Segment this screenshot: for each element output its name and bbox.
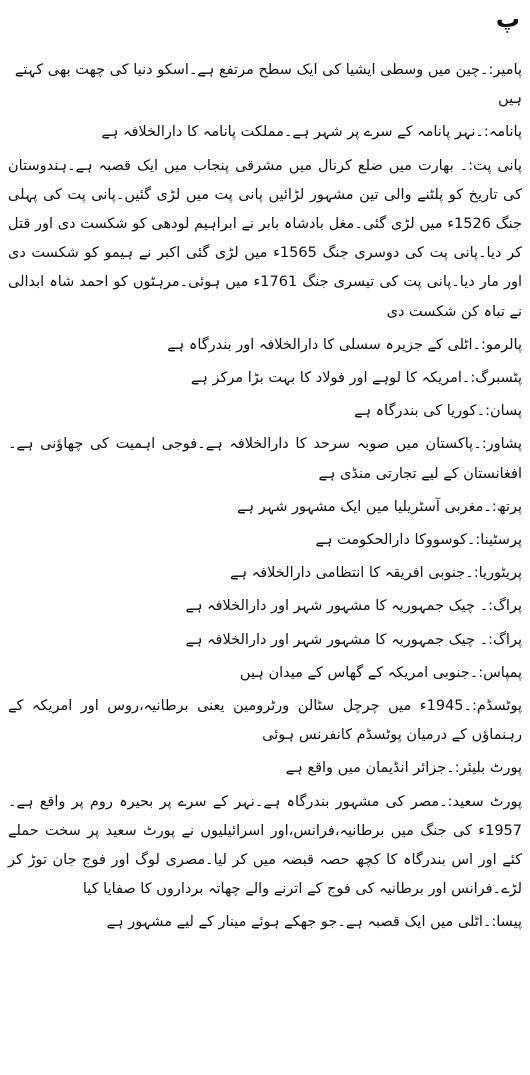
entry-pretoria: پریٹوریا:۔جنوبی افریقہ کا انتظامی دارالخلافہ ہے bbox=[230, 565, 522, 582]
entry-panama: پانامہ:۔نہر پانامہ کے سرے پر شہر ہے۔مملکت پانامہ کا دارالخلافہ ہے bbox=[101, 124, 522, 141]
entry-prague-1: پراگ:۔ چیک جمہوریہ کا مشہور شہر اور دارالخلافہ ہے bbox=[185, 598, 522, 615]
entry-pampas: پمپاس:۔جنوبی امریکہ کے گھاس کے میدان ہیں bbox=[239, 664, 522, 681]
entry-pittsburgh: پٹسبرگ:۔امریکہ کا لوہے اور فولاد کا بہت بڑا مرکز ہے bbox=[190, 370, 522, 387]
entry-pristina: پرسٹینا:۔کوسووکا دارالحکومت ہے bbox=[315, 532, 522, 549]
section-letter-heading: پ bbox=[495, 5, 520, 33]
entry-list bbox=[8, 56, 522, 938]
entry-pamir: پامیر:۔چین میں وسطی ایشیا کی ایک سطح مرتفع ہے۔اسکو دنیا کی چھت بھی کہتے ہیں bbox=[14, 62, 522, 108]
entry-port-said: پورٹ سعید:۔مصر کی مشہور بندرگاہ ہے۔نہر کے سرے پر بحیرہ روم پر واقع ہے۔1957ء کی جنگ میں برطانیہ،فرانس،اور اسرائیلیوں نے پورٹ سعید پر سخت حملے کئے اور اس بندرگاہ کا کچھ حصہ قبضہ میں کر لیا۔مصری لوگ اور فوج جان توڑ کر لڑے۔فرانس اور برطانیہ کی فوج کے اترنے والے چھاتہ برداروں کا صفایا کیا bbox=[8, 793, 522, 898]
entry-panipat: پانی پت:۔ بھارت میں ضلع کرنال میں مشرقی پنجاب میں ایک قصبہ ہے۔ہندوستان کی تاریخ کو پلٹنے والی تین مشہور لڑائیں پانی پت میں لڑی گئیں۔پانی پت کی پہلی جنگ 1526ء میں لڑی گئی۔مغل بادشاہ بابر نے ابراہیم لودھی کو شکست دی اور قتل کر دیا۔پانی پت کی دوسری جنگ 1565ء میں لڑی گئی اکبر نے ہیمو کو شکست دی اور مار دیا۔پانی پت کی تیسری جنگ 1761ء میں ہوئی۔مرہٹوں کو احمد شاہ ابدالی نے تباہ کن شکست دی bbox=[8, 157, 523, 320]
entry-pusan: پسان:۔کوریا کی بندرگاہ ہے bbox=[354, 403, 522, 420]
entry-perth: پرتھ:۔مغربی آسٹریلیا میں ایک مشہور شہر ہے bbox=[237, 498, 522, 515]
entry-port-blair: پورٹ بلیئر:۔جزائر انڈیمان میں واقع ہے bbox=[285, 760, 522, 777]
entry-potsdam: پوٹسڈم:۔1945ء میں چرچل سٹالن ورٹرومین یعنی برطانیہ،روس اور امریکہ کے رہنماؤں کے درمیان پوٹسڈم کانفرنس ہوئی bbox=[8, 698, 522, 744]
entry-prague-2: پراگ:۔ چیک جمہوریہ کا مشہور شہر اور دارالخلافہ ہے bbox=[185, 631, 522, 648]
entry-peshawar: پشاور:۔پاکستان میں صوبہ سرحد کا دارالخلافہ ہے۔فوجی اہمیت کی چھاؤنی ہے۔افغانستان کے لیے تجارتی منڈی ہے bbox=[8, 436, 522, 482]
entry-palermo: پالرمو:۔اٹلی کے جزیرہ سسلی کا دارالخلافہ اور بندرگاہ ہے bbox=[167, 336, 522, 353]
entry-pisa: پیسا:۔اٹلی میں ایک قصبہ ہے۔جو جھکے ہوئے مینار کے لیے مشہور ہے bbox=[106, 914, 522, 931]
